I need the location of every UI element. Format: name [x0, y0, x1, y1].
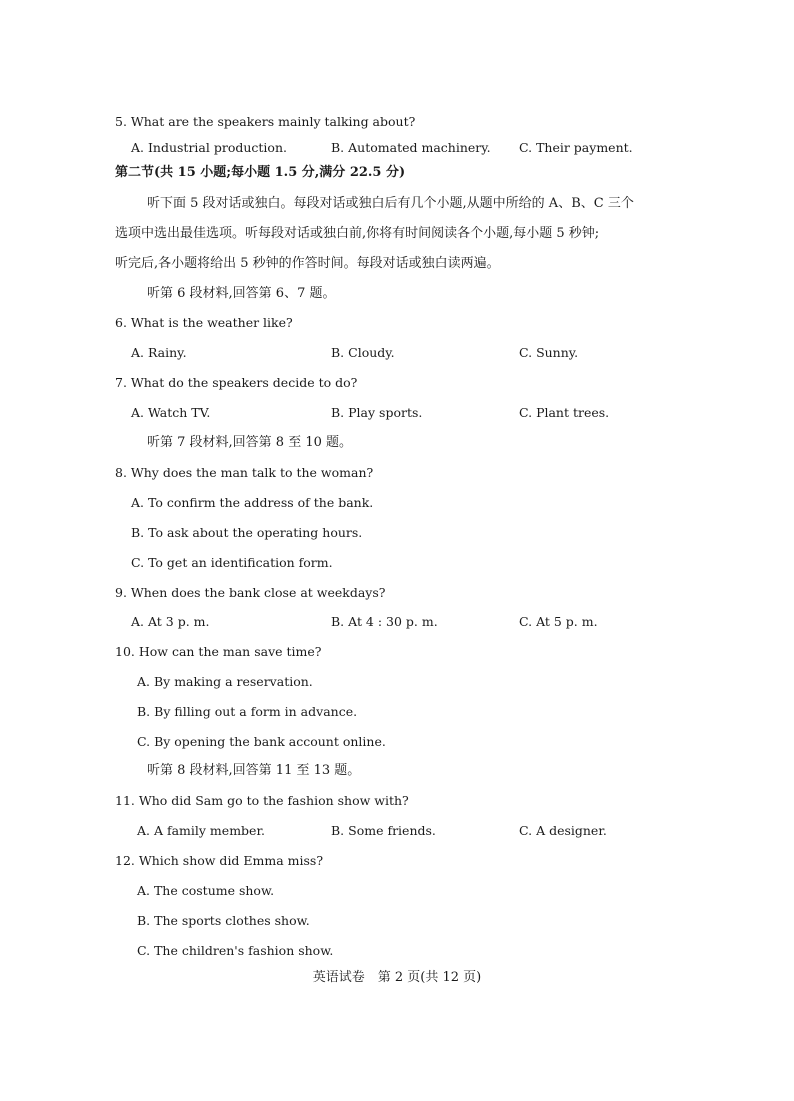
- question-8: 8. Why does the man talk to the woman?: [115, 465, 374, 480]
- q12-option-a: A. The costume show.: [137, 883, 275, 898]
- q5-option-c: C. Their payment.: [519, 140, 633, 155]
- page-footer: 英语试卷 第 2 页(共 12 页): [312, 970, 482, 985]
- q8-option-a: A. To confirm the address of the bank.: [131, 495, 374, 510]
- q8-option-b: B. To ask about the operating hours.: [131, 525, 363, 540]
- q6-option-c: C. Sunny.: [519, 345, 579, 360]
- instruction-line-1: 听下面 5 段对话或独白。每段对话或独白后有几个小题,从题中所给的 A、B、C 三个: [147, 196, 634, 211]
- q12-option-b: B. The sports clothes show.: [137, 913, 310, 928]
- q11-option-c: C. A designer.: [519, 823, 607, 838]
- instruction-line-3: 听完后,各小题将给出 5 秒钟的作答时间。每段对话或独白读两遍。: [115, 256, 500, 271]
- question-6: 6. What is the weather like?: [115, 315, 293, 330]
- question-9: 9. When does the bank close at weekdays?: [115, 585, 386, 600]
- q7-option-c: C. Plant trees.: [519, 405, 610, 420]
- q9-option-c: C. At 5 p. m.: [519, 614, 598, 629]
- material-8-intro: 听第 8 段材料,回答第 11 至 13 题。: [147, 763, 361, 778]
- q9-option-a: A. At 3 p. m.: [131, 614, 210, 629]
- q10-option-b: B. By filling out a form in advance.: [137, 704, 358, 719]
- question-11: 11. Who did Sam go to the fashion show with?: [115, 793, 409, 808]
- q10-option-a: A. By making a reservation.: [137, 674, 313, 689]
- q11-option-b: B. Some friends.: [331, 823, 436, 838]
- q12-option-c: C. The children's fashion show.: [137, 943, 334, 958]
- q5-option-b: B. Automated machinery.: [331, 140, 491, 155]
- q10-option-c: C. By opening the bank account online.: [137, 734, 386, 749]
- material-6-intro: 听第 6 段材料,回答第 6、7 题。: [147, 286, 336, 301]
- q6-option-b: B. Cloudy.: [331, 345, 395, 360]
- q7-option-a: A. Watch TV.: [131, 405, 211, 420]
- question-5: 5. What are the speakers mainly talking about?: [115, 114, 416, 129]
- section-2-heading: 第二节(共 15 小题;每小题 1.5 分,满分 22.5 分): [115, 165, 406, 180]
- question-10: 10. How can the man save time?: [115, 644, 322, 659]
- question-7: 7. What do the speakers decide to do?: [115, 375, 358, 390]
- q11-option-a: A. A family member.: [137, 823, 266, 838]
- q7-option-b: B. Play sports.: [331, 405, 423, 420]
- q6-option-a: A. Rainy.: [131, 345, 187, 360]
- q5-option-a: A. Industrial production.: [131, 140, 287, 155]
- instruction-line-2: 选项中选出最佳选项。听每段对话或独白前,你将有时间阅读各个小题,每小题 5 秒钟;: [115, 226, 600, 241]
- question-12: 12. Which show did Emma miss?: [115, 853, 324, 868]
- q9-option-b: B. At 4 : 30 p. m.: [331, 614, 438, 629]
- q8-option-c: C. To get an identification form.: [131, 555, 333, 570]
- material-7-intro: 听第 7 段材料,回答第 8 至 10 题。: [147, 435, 353, 450]
